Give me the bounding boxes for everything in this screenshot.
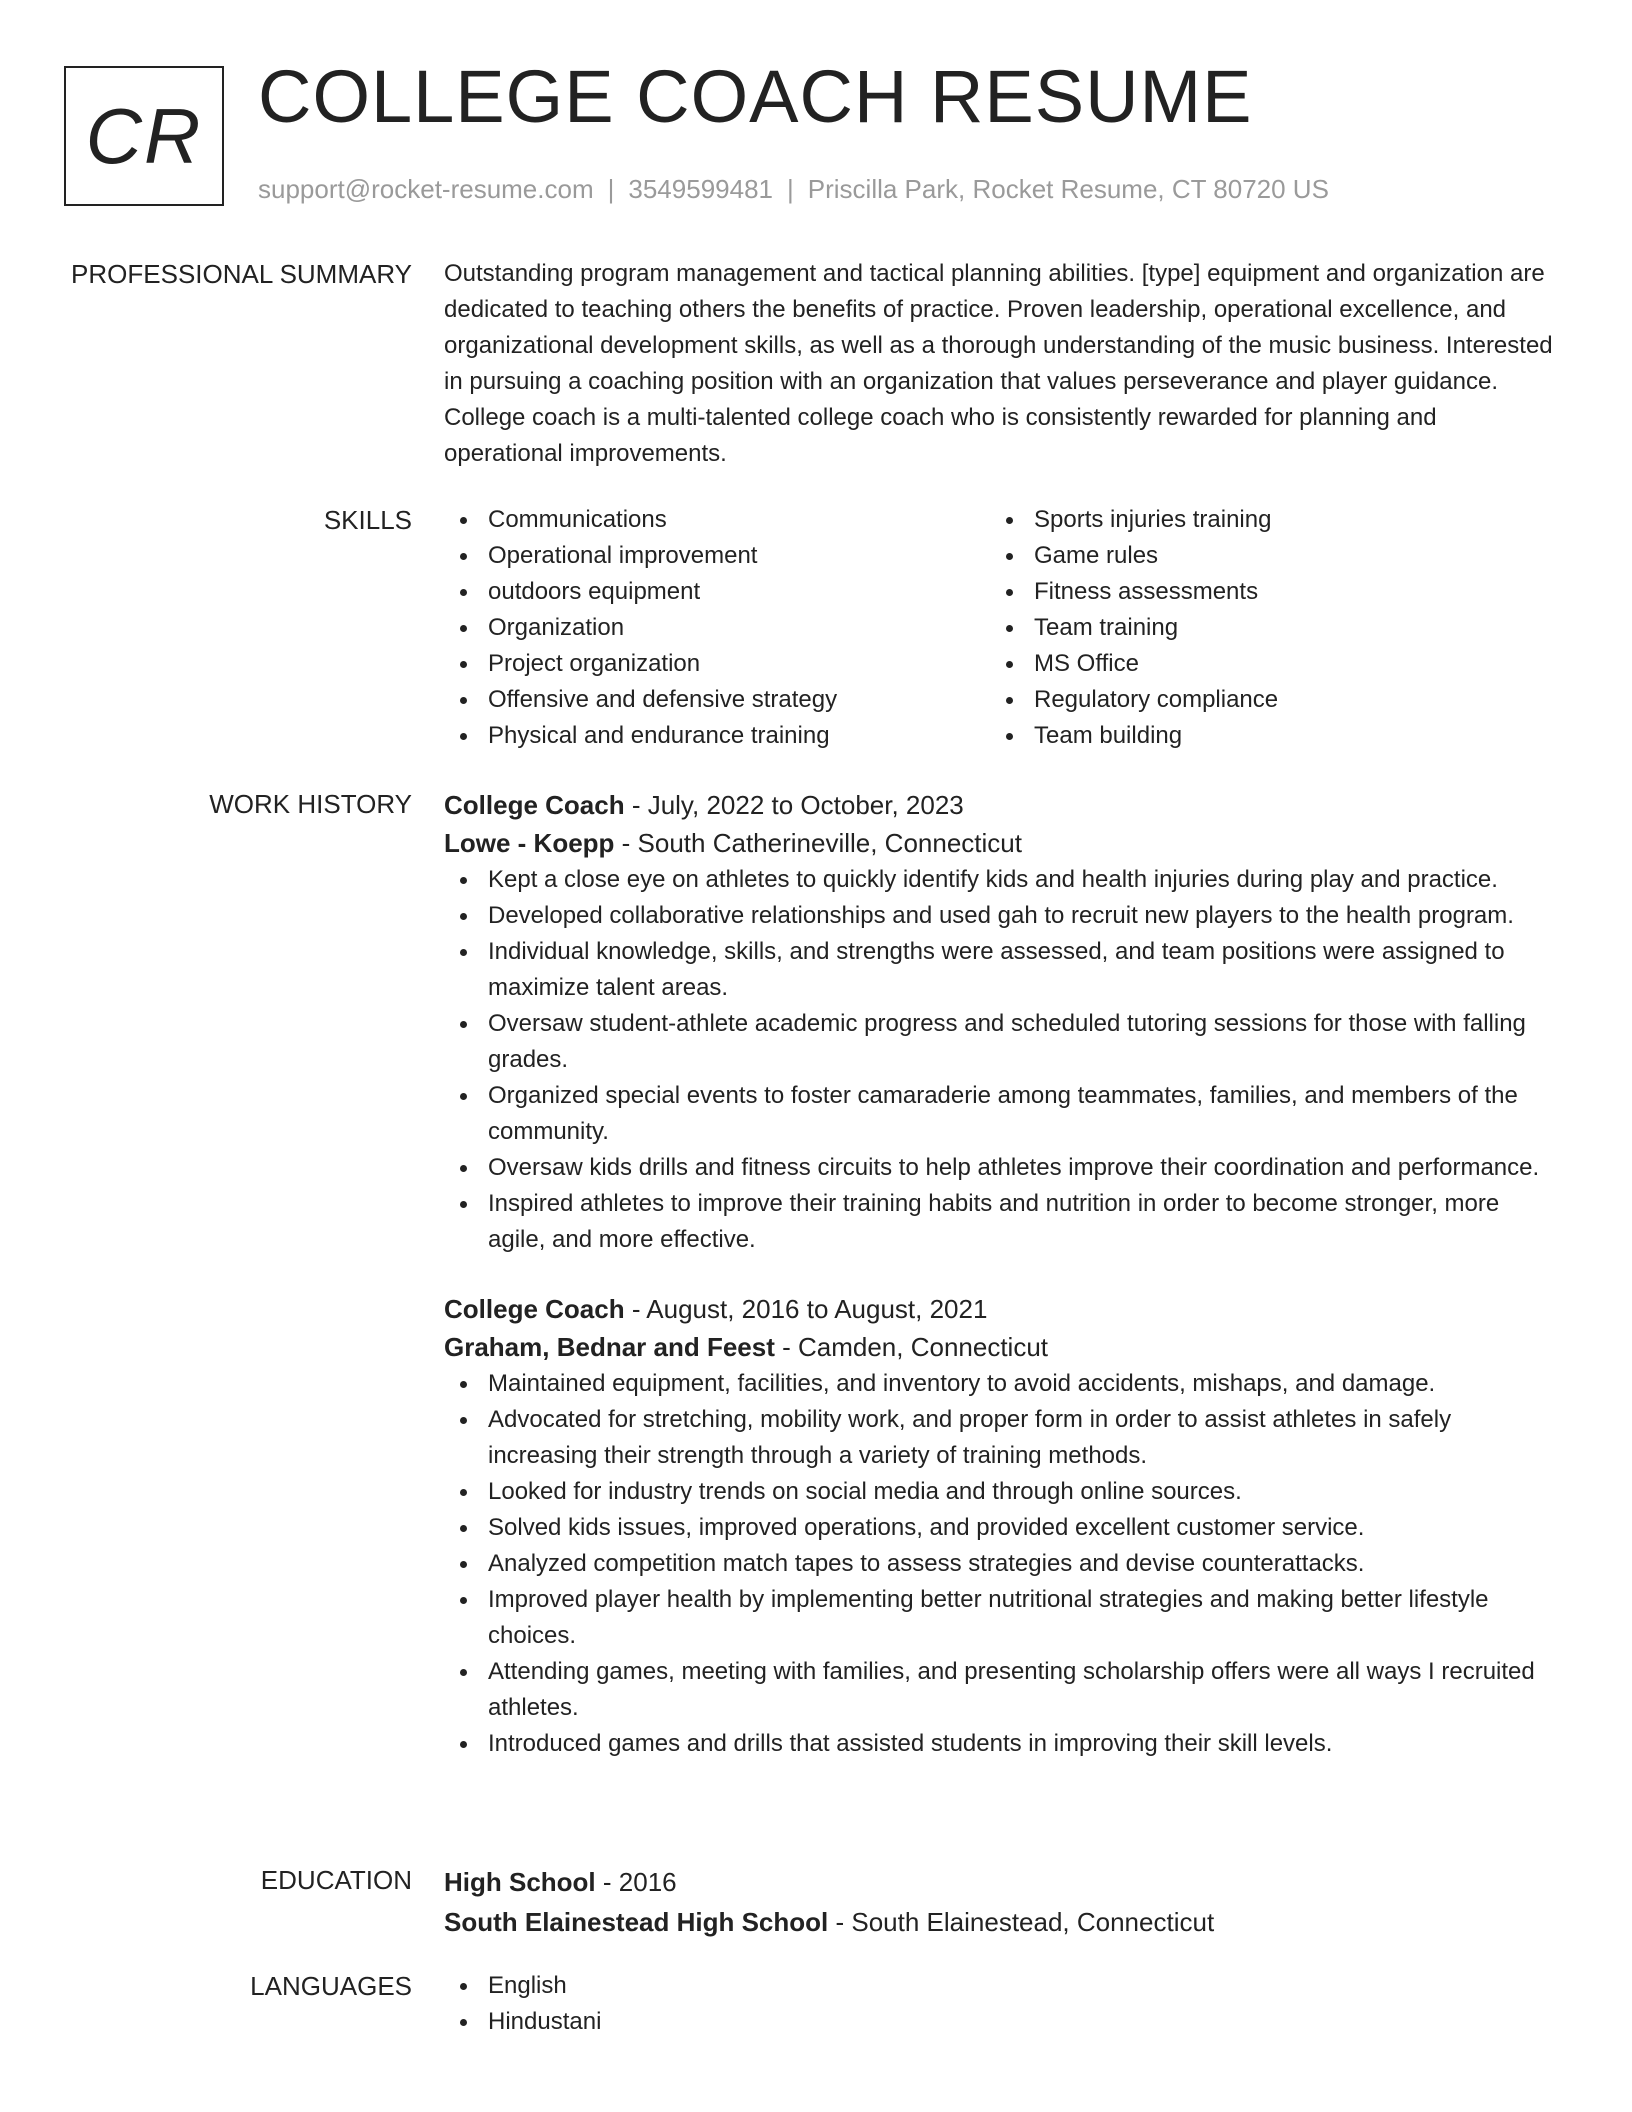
skill-item: Physical and endurance training [444, 718, 990, 754]
duty-item: Inspired athletes to improve their training habits and nutrition in order to become stronger, more agile, and more effective. [444, 1186, 1556, 1258]
job-location: - Camden, Connecticut [774, 1332, 1049, 1362]
skill-item: MS Office [990, 646, 1536, 682]
contact-address: Priscilla Park, Rocket Resume, CT 80720 US [807, 174, 1329, 204]
duty-item: Introduced games and drills that assisted students in improving their skill levels. [444, 1726, 1556, 1762]
skills-list-right [990, 502, 1536, 754]
skill-item: Project organization [444, 646, 990, 682]
skills-list-left [444, 502, 990, 754]
job-title: College Coach [444, 790, 625, 820]
skill-item: Operational improvement [444, 538, 990, 574]
languages-body [444, 1968, 1556, 2040]
section-heading: EDUCATION [260, 1865, 412, 1895]
languages-list [444, 1968, 1556, 2040]
duty-item: Oversaw kids drills and fitness circuits to help athletes improve their coordination and performance. [444, 1150, 1556, 1186]
education-year: - 2016 [595, 1867, 677, 1897]
contact-separator: | [787, 174, 794, 204]
section-heading: SKILLS [323, 505, 412, 535]
education-school: South Elainestead High School [444, 1907, 829, 1937]
duty-item: Looked for industry trends on social media and through online sources. [444, 1474, 1556, 1510]
work-history-body [444, 786, 1556, 1762]
page-title: COLLEGE COACH RESUME [258, 55, 1253, 138]
education-school-line [444, 1902, 1556, 1942]
job-company: Graham, Bednar and Feest [444, 1332, 775, 1362]
language-item: English [444, 1968, 1556, 2004]
job-dates: - July, 2022 to October, 2023 [624, 790, 964, 820]
duty-item: Analyzed competition match tapes to assess strategies and devise counterattacks. [444, 1546, 1556, 1582]
duty-item: Organized special events to foster camaraderie among teammates, families, and members of the community. [444, 1078, 1556, 1150]
duty-item: Maintained equipment, facilities, and inventory to avoid accidents, mishaps, and damage. [444, 1366, 1556, 1402]
skill-item: outdoors equipment [444, 574, 990, 610]
job-entry [444, 786, 1556, 1258]
job-title: College Coach [444, 1294, 625, 1324]
job-duties [444, 862, 1556, 1258]
skill-item: Sports injuries training [990, 502, 1536, 538]
skill-item: Organization [444, 610, 990, 646]
job-entry [444, 1290, 1556, 1762]
resume-header [64, 55, 1568, 212]
contact-separator: | [607, 174, 615, 204]
summary-body [444, 256, 1556, 472]
duty-item: Advocated for stretching, mobility work, and proper form in order to assist athletes in safely increasing their strength through a variety of training methods. [444, 1402, 1556, 1474]
contact-phone[interactable]: 3549599481 [628, 174, 773, 204]
duty-item: Developed collaborative relationships and used gah to recruit new players to the health program. [444, 898, 1556, 934]
language-item: Hindustani [444, 2004, 1556, 2040]
skill-item: Fitness assessments [990, 574, 1536, 610]
skill-item: Game rules [990, 538, 1536, 574]
section-heading: WORK HISTORY [209, 789, 412, 819]
job-title-line [444, 786, 1556, 824]
duty-item: Improved player health by implementing better nutritional strategies and making better lifestyle choices. [444, 1582, 1556, 1654]
job-company: Lowe - Koepp [444, 828, 615, 858]
education-degree: High School [444, 1867, 596, 1897]
education-location: - South Elainestead, Connecticut [828, 1907, 1215, 1937]
job-company-line [444, 1328, 1556, 1366]
contact-line [258, 174, 1329, 205]
skills-body [444, 502, 1556, 754]
duty-item: Attending games, meeting with families, and presenting scholarship offers were all ways I recruited athletes. [444, 1654, 1556, 1726]
skill-item: Team training [990, 610, 1536, 646]
monogram-logo: CR [64, 66, 224, 206]
section-heading: LANGUAGES [250, 1971, 412, 2001]
summary-text: Outstanding program management and tactical planning abilities. [type] equipment and organization are dedicated to teaching others the benefits of practice. Proven leadership, operational excellence, and organizational development skills, as well as a thorough understanding of the music business. Interested in pursuing a coaching position with an organization that values perseverance and player guidance. College coach is a multi-talented college coach who is consistently rewarded for planning and operational improvements. [444, 260, 1553, 467]
duty-item: Individual knowledge, skills, and strengths were assessed, and team positions were assigned to maximize talent areas. [444, 934, 1556, 1006]
job-title-line [444, 1290, 1556, 1328]
job-dates: - August, 2016 to August, 2021 [624, 1294, 988, 1324]
job-location: - South Catherineville, Connecticut [614, 828, 1022, 858]
job-duties [444, 1366, 1556, 1762]
section-heading: PROFESSIONAL SUMMARY [71, 259, 412, 289]
skill-item: Team building [990, 718, 1536, 754]
skill-item: Regulatory compliance [990, 682, 1536, 718]
job-company-line [444, 824, 1556, 862]
skill-item: Offensive and defensive strategy [444, 682, 990, 718]
duty-item: Oversaw student-athlete academic progress and scheduled tutoring sessions for those with falling grades. [444, 1006, 1556, 1078]
skill-item: Communications [444, 502, 990, 538]
education-body [444, 1862, 1556, 1942]
education-degree-line [444, 1862, 1556, 1902]
contact-email[interactable]: support@rocket-resume.com [258, 174, 594, 204]
duty-item: Kept a close eye on athletes to quickly identify kids and health injuries during play and practice. [444, 862, 1556, 898]
duty-item: Solved kids issues, improved operations, and provided excellent customer service. [444, 1510, 1556, 1546]
